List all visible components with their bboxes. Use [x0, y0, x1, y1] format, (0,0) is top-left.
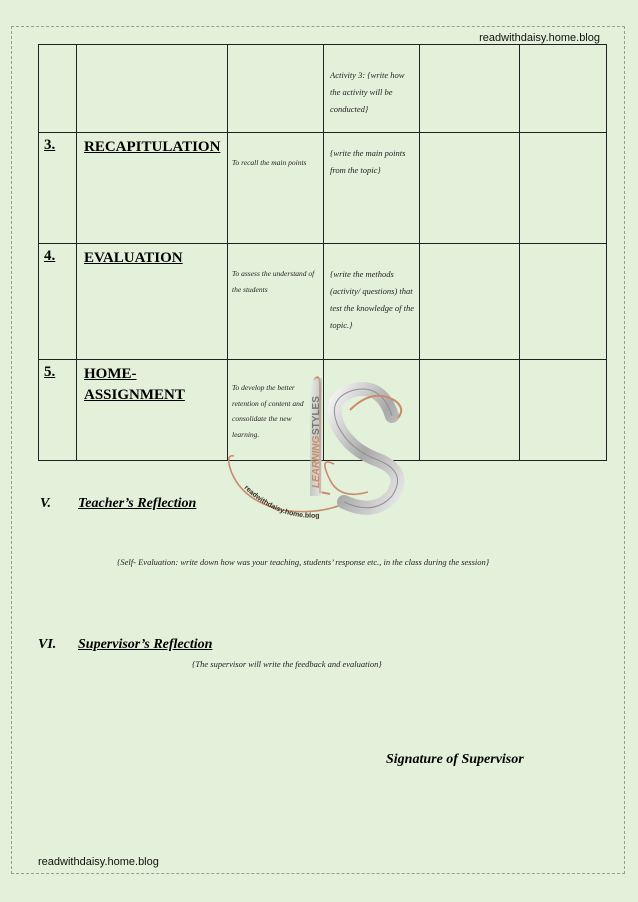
cell-num: [39, 133, 77, 244]
logo-arc-text: [243, 484, 320, 519]
cell-empty: [420, 244, 520, 360]
cell-activity: [324, 133, 420, 244]
cell-num: [39, 45, 77, 133]
cell-objective: [228, 133, 324, 244]
activity-text: {write the methods (activity/ questions) that test the knowledge of the topic.}: [330, 269, 415, 330]
footer-url: readwithdaisy.home.blog: [38, 856, 159, 868]
objective-text: To develop the better retention of content and consolidate the new learning.: [232, 383, 304, 439]
cell-stage: [77, 133, 228, 244]
activity-text: Activity 3: {write how the activity will be conducted}: [330, 70, 405, 114]
cell-stage: [77, 244, 228, 360]
logo-arc-textpath: readwithdaisy.home.blog: [242, 484, 320, 520]
header-url: readwithdaisy.home.blog: [479, 32, 600, 44]
teacher-reflection-title: Teacher’s Reflection: [78, 496, 197, 511]
stage-title: RECAPITULATION: [84, 139, 221, 155]
supervisor-reflection-note: {The supervisor will write the feedback and evaluation}: [192, 659, 382, 669]
cell-num: [39, 244, 77, 360]
stage-title-line2: ASSIGNMENT: [84, 387, 185, 403]
table-row: [39, 133, 607, 244]
cell-activity: [324, 244, 420, 360]
cell-stage: [77, 45, 228, 133]
row-number: 5.: [44, 364, 56, 380]
cell-empty: [420, 45, 520, 133]
logo-word-learning: LEARNING: [311, 435, 322, 488]
cell-objective: [228, 244, 324, 360]
section-number-teacher: V.: [40, 496, 52, 511]
section-number-supervisor: VI.: [38, 637, 57, 652]
cell-empty: [420, 133, 520, 244]
supervisor-signature-label: Signature of Supervisor: [386, 752, 524, 767]
teacher-reflection-note: {Self- Evaluation: write down how was your teaching, students’ response etc., in the class during the session}: [117, 557, 490, 567]
activity-text: {write the main points from the topic}: [330, 148, 406, 175]
row-number: 4.: [44, 248, 56, 264]
cell-empty: [520, 133, 607, 244]
learning-styles-logo: [222, 360, 422, 530]
stage-title-line1: HOME-: [84, 366, 137, 382]
cell-empty: [420, 360, 520, 461]
logo-word-styles: STYLES: [311, 396, 322, 435]
table-row: [39, 244, 607, 360]
cell-stage: [77, 360, 228, 461]
objective-text: To recall the main points: [232, 158, 307, 167]
cell-empty: [520, 244, 607, 360]
cell-empty: [520, 360, 607, 461]
objective-text: To assess the understand of the students: [232, 269, 315, 294]
table-row: [39, 45, 607, 133]
supervisor-reflection-title: Supervisor’s Reflection: [78, 637, 213, 652]
cell-activity: [324, 45, 420, 133]
cell-num: [39, 360, 77, 461]
stage-title: EVALUATION: [84, 250, 183, 266]
cell-objective: [228, 45, 324, 133]
row-number: 3.: [44, 137, 56, 153]
cell-empty: [520, 45, 607, 133]
